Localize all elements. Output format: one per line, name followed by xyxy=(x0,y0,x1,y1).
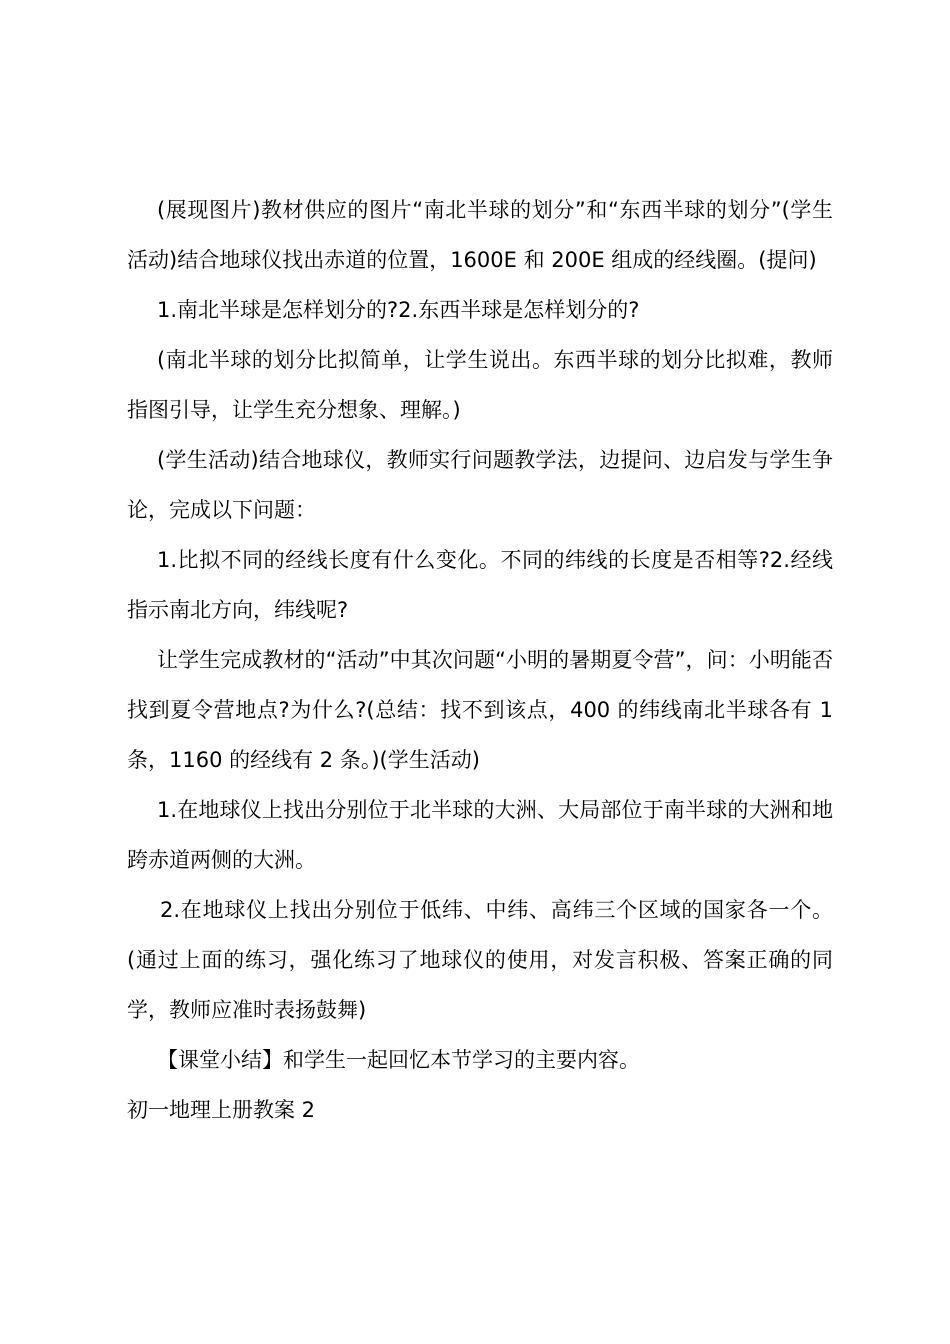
paragraph-question-1: 1.南北半球是怎样划分的?2.东西半球是怎样划分的? xyxy=(157,298,640,322)
paragraph-question-2: 1.比拟不同的经线长度有什么变化。不同的纬线的长度是否相等?2.经线指示南北方向，纬线呢? xyxy=(127,548,833,622)
section-heading: 初一地理上册教案 2 xyxy=(127,1098,316,1122)
paragraph-summary: 【课堂小结】和学生一起回忆本节学习的主要内容。 xyxy=(157,1048,640,1072)
paragraph-summer-camp: 让学生完成教材的“活动”中其次问题“小明的暑期夏令营”，问：小明能否找到夏令营地点?为什么?(总结：找不到该点，400 的纬线南北半球各有 1 条，1160 的经线有 2 条。)(学生活动) xyxy=(127,648,833,772)
document-body xyxy=(127,185,833,1135)
paragraph-activity: (学生活动)结合地球仪，教师实行问题教学法，边提问、边启发与学生争论，完成以下问题： xyxy=(127,448,833,522)
paragraph-note: (南北半球的划分比拟简单，让学生说出。东西半球的划分比拟难，教师指图引导，让学生充分想象、理解。) xyxy=(127,348,833,422)
paragraph-task-2: 2.在地球仪上找出分别位于低纬、中纬、高纬三个区域的国家各一个。(通过上面的练习，强化练习了地球仪的使用，对发言积极、答案正确的同学，教师应准时表扬鼓舞) xyxy=(127,898,833,1022)
paragraph-task-1: 1.在地球仪上找出分别位于北半球的大洲、大局部位于南半球的大洲和地跨赤道两侧的大洲。 xyxy=(127,798,833,872)
paragraph-intro: (展现图片)教材供应的图片“南北半球的划分”和“东西半球的划分”(学生活动)结合地球仪找出赤道的位置，1600E 和 200E 组成的经线圈。(提问) xyxy=(127,198,833,272)
